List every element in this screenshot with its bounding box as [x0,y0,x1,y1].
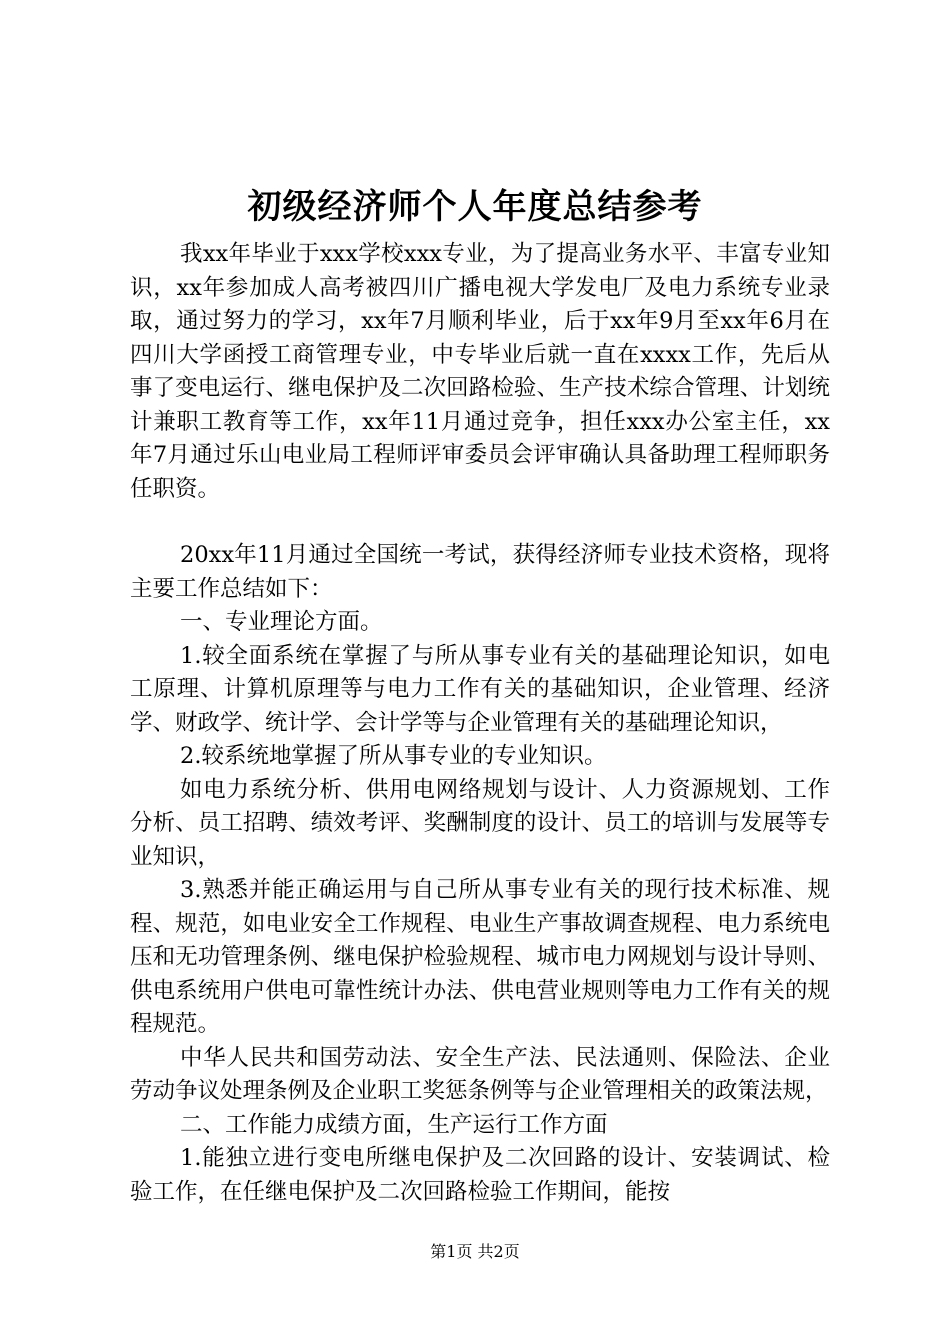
document-body [130,238,830,1209]
page-footer: 第1页 共2页 [430,1242,520,1261]
paragraph-theory-1: 1.较全面系统在掌握了与所从事专业有关的基础理论知识，如电工原理、计算机原理等与电力工作有关的基础知识，企业管理、经济学、财政学、统计学、会计学等与企业管理有关的基础理论知识， [130,642,830,736]
section-heading-ability: 二、工作能力成绩方面，生产运行工作方面 [180,1111,608,1138]
section-heading-theory: 一、专业理论方面。 [180,609,383,635]
paragraph-intro: 我xx年毕业于xxx学校xxx专业，为了提高业务水平、丰富专业知识，xx年参加成人高考被四川广播电视大学发电厂及电力系统专业录取，通过努力的学习，xx年7月顺利毕业，后于xx年9月至xx年6月在四川大学函授工商管理专业，中专毕业后就一直在xxxx工作，先后从事了变电运行、继电保护及二次回路检验、生产技术综合管理、计划统计兼职工教育等工作，xx年11月通过竞争，担任xxx办公室主任，xx年7月通过乐山电业局工程师评审委员会评审确认具备助理工程师职务任职资。 [130,241,830,502]
paragraph-ability-1: 1.能独立进行变电所继电保护及二次回路的设计、安装调试、检验工作，在任继电保护及二次回路检验工作期间，能按 [130,1145,830,1205]
paragraph-theory-2: 2.较系统地掌握了所从事专业的专业知识。 [180,743,607,769]
paragraph-theory-3: 3.熟悉并能正确运用与自己所从事专业有关的现行技术标准、规程、规范，如电业安全工作规程、电业生产事故调查规程、电力系统电压和无功管理条例、继电保护检验规程、城市电力网规划与设计导则、供电系统用户供电可靠性统计办法、供电营业规则等电力工作有关的规程规范。 [130,877,830,1037]
document-title: 初级经济师个人年度总结参考 [247,187,703,227]
paragraph-summary-lead: 20xx年11月通过全国统一考试，获得经济师专业技术资格，现将主要工作总结如下： [130,542,830,602]
paragraph-theory-2-detail: 如电力系统分析、供用电网络规划与设计、人力资源规划、工作分析、员工招聘、绩效考评、奖酬制度的设计、员工的培训与发展等专业知识， [130,776,830,870]
paragraph-theory-3-law: 中华人民共和国劳动法、安全生产法、民法通则、保险法、企业劳动争议处理条例及企业职工奖惩条例等与企业管理相关的政策法规， [130,1044,830,1104]
